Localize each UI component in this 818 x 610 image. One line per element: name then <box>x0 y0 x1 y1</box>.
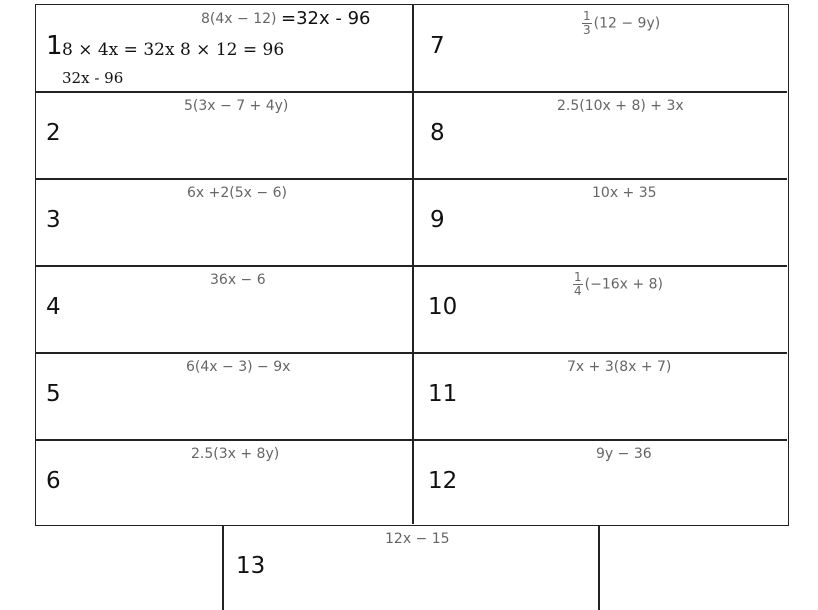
problem-cell-12 <box>414 440 788 526</box>
fraction <box>573 271 583 298</box>
problem-cell-5 <box>36 353 412 439</box>
problem-cell-11 <box>414 353 788 439</box>
problem-cell-3 <box>36 179 412 265</box>
problem-cell-7 <box>414 5 788 91</box>
problem-cell-8 <box>414 92 788 178</box>
problem-number: 13 <box>236 553 266 579</box>
problem-expression <box>582 10 660 37</box>
fraction-denominator: 3 <box>583 23 591 37</box>
problem-number: 10 <box>428 294 458 320</box>
problem-number: 11 <box>428 381 458 407</box>
problem-grid <box>35 4 789 526</box>
problem-expression: 5(3x − 7 + 4y) <box>184 98 289 114</box>
problem-cell-1 <box>36 5 412 91</box>
problem-cell-6 <box>36 440 412 526</box>
fraction-numerator: 1 <box>583 9 591 23</box>
problem-expression: 6x +2(5x − 6) <box>187 185 287 201</box>
box-13-right-border <box>598 525 600 610</box>
problem-cell-4 <box>36 266 412 352</box>
fraction <box>582 10 592 37</box>
problem-number: 6 <box>46 468 61 494</box>
handwritten-work: 8 × 4x = 32x 8 × 12 = 96 <box>62 40 285 60</box>
problem-expression <box>573 271 663 298</box>
problem-cell-9 <box>414 179 788 265</box>
problem-expression: 2.5(3x + 8y) <box>191 446 280 462</box>
problem-number: 9 <box>430 207 445 233</box>
handwritten-result: 32x - 96 <box>62 69 124 87</box>
fraction-denominator: 4 <box>574 284 582 298</box>
problem-cell-10 <box>414 266 788 352</box>
problem-number: 2 <box>46 120 61 146</box>
problem-expression: 10x + 35 <box>592 185 657 201</box>
problem-number: 3 <box>46 207 61 233</box>
problem-expression: 6(4x − 3) − 9x <box>186 359 291 375</box>
problem-cell-2 <box>36 92 412 178</box>
problem-expression: 36x − 6 <box>210 272 266 288</box>
problem-expression: 7x + 3(8x + 7) <box>567 359 672 375</box>
expression-text: (12 − 9y) <box>593 15 661 32</box>
handwritten-answer: =32x - 96 <box>281 8 371 29</box>
problem-number: 12 <box>428 468 458 494</box>
problem-expression: 8(4x − 12) <box>201 11 277 27</box>
expression-text: (−16x + 8) <box>584 276 663 293</box>
problem-expression: 9y − 36 <box>596 446 652 462</box>
problem-expression: 12x − 15 <box>385 531 450 547</box>
problem-number: 5 <box>46 381 61 407</box>
problem-cell-13 <box>224 526 598 610</box>
problem-number: 4 <box>46 294 61 320</box>
problem-number: 8 <box>430 120 445 146</box>
problem-number: 7 <box>430 33 445 59</box>
problem-expression: 2.5(10x + 8) + 3x <box>557 98 684 114</box>
fraction-numerator: 1 <box>574 270 582 284</box>
problem-number: 1 <box>46 31 63 61</box>
